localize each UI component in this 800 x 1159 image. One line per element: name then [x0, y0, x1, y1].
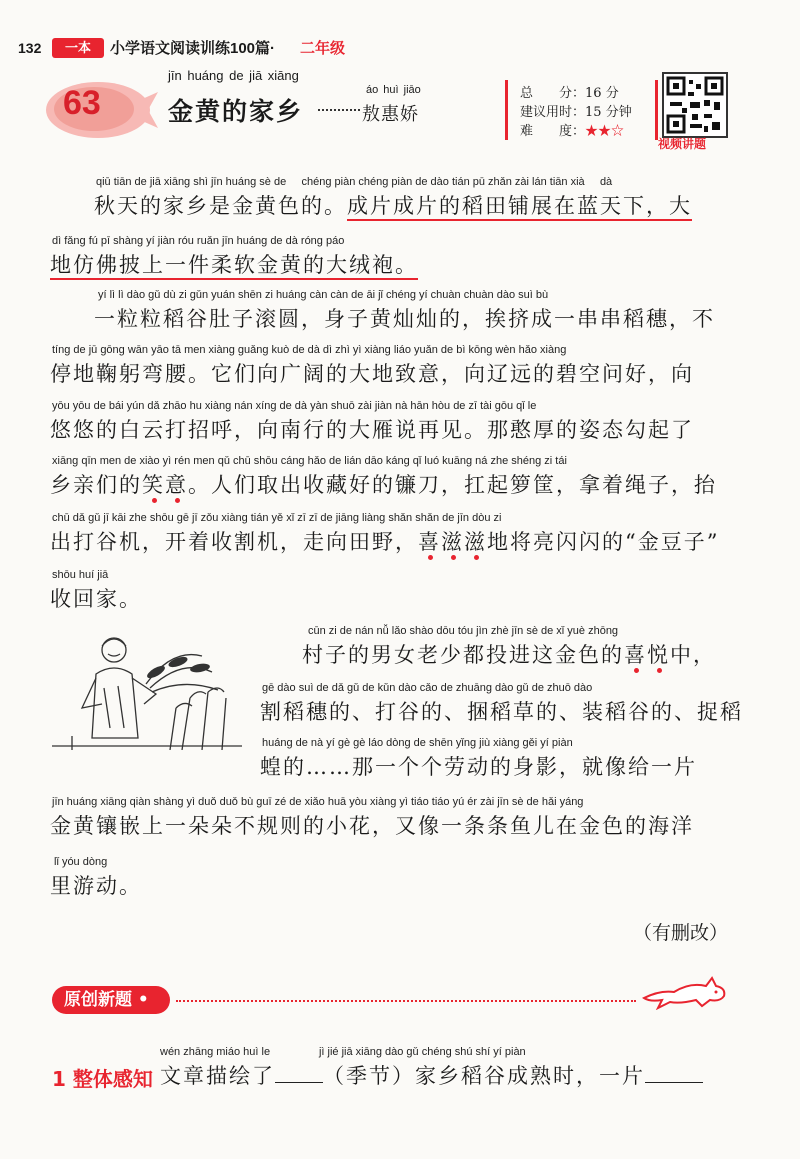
dotted-char: 笑	[142, 473, 165, 497]
passage-line: 割稻穗的、打谷的、捆稻草的、装稻谷的、捉稻	[260, 700, 743, 724]
pinyin-line: huáng de nà yí gè gè láo dòng de shēn yǐng jiù xiàng gěi yí piàn	[262, 737, 573, 749]
score-value: 16 分	[585, 86, 619, 101]
passage-line: 停地鞠躬弯腰。它们向广阔的大地致意，向辽远的碧空问好，向	[50, 362, 694, 386]
pinyin-line: tíng de jū gōng wān yāo tā men xiàng guǎng kuò de dà dì zhì yì xiàng liáo yuǎn de bì kōng wèn hǎo xiàng	[52, 344, 567, 356]
time-value: 15 分钟	[585, 105, 632, 120]
passage-line: 秋天的家乡是金黄色的。成片成片的稻田铺展在蓝天下，大	[94, 190, 692, 220]
dotted-char: 意	[165, 473, 188, 497]
passage-line: 悠悠的白云打招呼，向南行的大雁说再见。那憨厚的姿态勾起了	[50, 418, 694, 442]
section-divider	[176, 1000, 636, 1002]
video-explanation-link[interactable]: 视频讲题	[658, 137, 707, 151]
passage-line: 金黄镶嵌上一朵朵不规则的小花，又像一条条鱼儿在金色的海洋	[50, 814, 694, 838]
passage-line: 里游动。	[50, 874, 142, 898]
pinyin-line: chū dǎ gǔ jī kāi zhe shōu gē jī zǒu xiàng tián yě xǐ zī zī de jiāng liàng shǎn shǎn de jīn dòu zi	[52, 512, 502, 524]
question-number: 1 整体感知	[52, 1067, 153, 1091]
underlined-sentence: 成片成片的稻田铺展在蓝天下，大	[347, 194, 692, 221]
info-box	[505, 80, 658, 140]
title-pinyin: jīn huáng de jiā xiāng	[168, 68, 299, 83]
pinyin-line: gē dào suì de dǎ gǔ de kǔn dào cǎo de zhuāng dào gǔ de zhuō dào	[262, 682, 593, 694]
passage-line: 乡亲们的笑意。人们取出收藏好的镰刀，扛起箩筐，拿着绳子，抬	[50, 473, 717, 497]
pinyin-line: yōu yōu de bái yún dǎ zhāo hu xiàng nán xíng de dà yàn shuō zài jiàn nà hān hòu de zī tài gōu qǐ le	[52, 400, 537, 412]
answer-blank-season[interactable]	[275, 1064, 323, 1083]
passage-line	[50, 249, 418, 279]
pinyin-line: dì fǎng fú pī shàng yí jiàn róu ruǎn jīn huáng de dà róng páo	[52, 235, 345, 247]
pinyin-line: yí lì lì dào gǔ dù zi gǔn yuán shēn zi huáng càn càn de āi jǐ chéng yí chuàn chuàn dào suì bù	[98, 289, 549, 301]
pinyin-line: shōu huí jiā	[52, 569, 109, 581]
passage-line: 收回家。	[50, 587, 142, 611]
underlined-sentence: 地仿佛披上一件柔软金黄的大绒袍。	[50, 253, 418, 280]
dotted-char: 滋	[441, 530, 464, 554]
book-title: 小学语文阅读训练100篇·	[110, 40, 276, 57]
pinyin-line: qiū tiān de jiā xiāng shì jīn huáng sè de chéng piàn chéng piàn de dào tián pū zhǎn zài lán tiān xià dà	[96, 176, 613, 188]
pinyin-line: lǐ yóu dòng	[54, 856, 108, 868]
lesson-badge-shape	[42, 78, 162, 142]
lesson-title: 金黄的家乡	[168, 97, 304, 126]
question-text: 文章描绘了 （季节）家乡稻谷成熟时，一片	[160, 1060, 703, 1090]
difficulty-stars: ★★☆	[585, 124, 625, 139]
passage-line: 一粒粒稻谷肚子滚圆，身子黄灿灿的，挨挤成一串串稻穗，不	[94, 307, 715, 331]
difficulty-row	[520, 120, 624, 139]
passage-line: 村子的男女老少都投进这金色的喜悦中，	[302, 643, 716, 667]
pinyin-line: wén zhāng miáo huì le jì jié jiā xiāng dào gǔ chéng shú shí yí piàn	[160, 1046, 526, 1058]
page-number: 132	[18, 40, 42, 56]
cat-icon	[640, 970, 730, 1010]
section-label: 原创新题 •	[52, 986, 170, 1014]
dotted-char: 滋	[464, 530, 487, 554]
author-pinyin: áo huì jiāo	[366, 84, 421, 96]
grade-label: 二年级	[300, 40, 346, 57]
passage-line: 出打谷机，开着收割机，走向田野，喜滋滋地将亮闪闪的“金豆子”	[50, 530, 720, 554]
dotted-char: 喜	[624, 643, 647, 667]
farmer-harvest-illustration	[52, 628, 242, 750]
time-row	[520, 101, 632, 120]
dotted-char: 悦	[647, 643, 670, 667]
difficulty-label: 难 度：	[520, 124, 586, 139]
passage-line: 蝗的……那一个个劳动的身影，就像给一片	[260, 755, 697, 779]
brand-logo: 一本	[52, 38, 104, 58]
title-author-divider	[318, 109, 360, 111]
pinyin-line: cūn zi de nán nǚ lǎo shào dōu tóu jìn zhè jīn sè de xǐ yuè zhōng	[308, 625, 619, 637]
time-label: 建议用时：	[520, 105, 586, 120]
lesson-number: 63	[63, 84, 101, 122]
score-row	[520, 82, 619, 101]
pinyin-line: xiāng qīn men de xiào yì rén men qǔ chū shōu cáng hǎo de lián dāo káng qǐ luó kuāng ná zhe shéng zi tái	[52, 455, 567, 467]
revised-note: （有删改）	[632, 922, 728, 944]
dotted-char: 喜	[418, 530, 441, 554]
qr-code-icon[interactable]	[662, 72, 728, 138]
pinyin-line: jīn huáng xiāng qiàn shàng yì duǒ duǒ bù guī zé de xiǎo huā yòu xiàng yì tiáo tiáo yú ér zài jīn sè de hǎi yáng	[52, 796, 584, 808]
score-label: 总 分：	[520, 86, 586, 101]
author-name: 敖惠娇	[362, 104, 419, 125]
answer-blank-field[interactable]	[645, 1064, 703, 1083]
